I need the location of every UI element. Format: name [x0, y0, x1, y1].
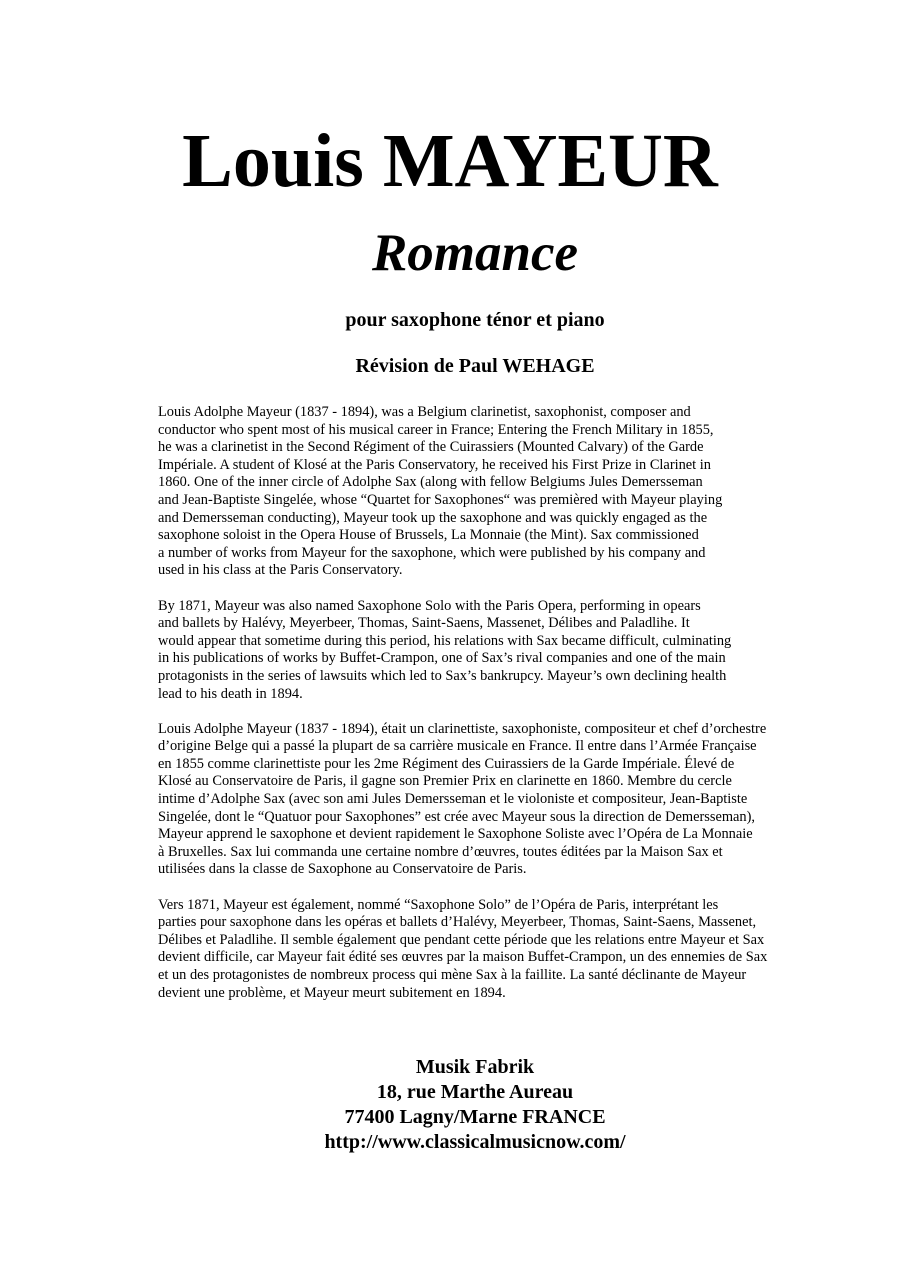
work-title: Romance: [371, 224, 579, 282]
publisher-city: 77400 Lagny/Marne FRANCE: [344, 1106, 606, 1128]
biography-text: [158, 404, 818, 1020]
biography-paragraph-en-2: By 1871, Mayeur was also named Saxophone Solo with the Paris Opera, performing in opears and ballets by Halévy, Meyerbeer, Thomas, Saint-Saens, Massenet, Délibes and Paladlihe. It would appear that sometime during this period, his relations with Sax became difficult, culminating in his publications of works by Buffet-Crampon, one of Sax’s rival companies and one of the main protagonists in the series of lawsuits which led to Sax’s bankrupcy. Mayeur’s own declining health lead to his death in 1894.: [158, 597, 732, 702]
biography-paragraph-fr-2: Vers 1871, Mayeur est également, nommé “Saxophone Solo” de l’Opéra de Paris, interprétant les parties pour saxophone dans les opéras et ballets d’Halévy, Meyerbeer, Thomas, Saint-Saens, Massenet, Délibes et Paladlihe. Il semble également que pendant cette période que les relations entre Mayeur et Sax devient difficile, car Mayeur fait édité ses œuvres par la maison Buffet-Crampon, un des ennemies de Sax et un des protagonistes de nombreux process qui mène Sax à la faillite. La santé déclinante de Mayeur devient une problème, et Mayeur meurt subitement en 1894.: [158, 896, 768, 1001]
revision-credit: Révision de Paul WEHAGE: [355, 355, 595, 377]
biography-paragraph-fr-1: Louis Adolphe Mayeur (1837 - 1894), était un clarinettiste, saxophoniste, compositeur et chef d’orchestre d’origine Belge qui a passé la plupart de sa carrière musicale en France. Il entre dans l’Armée Française en 1855 comme clarinettiste pour les 2me Régiment des Cuirassiers de la Garde Impériale. Élevé de Klosé au Conservatoire de Paris, il gagne son Premier Prix en clarinette en 1860. Membre du cercle intime d’Adolphe Sax (avec son ami Jules Demersseman et le violoniste et compositeur, Jean-Baptiste Singelée, dont le “Quatuor pour Saxophones” est crée avec Mayeur sous la direction de Demersseman), Mayeur apprend le saxophone et devient rapidement le Saxophone Soliste avec l’Opéra de La Monnaie à Bruxelles. Sax lui commanda une certaine nombre d’œuvres, toutes éditées par la Maison Sax et utilisées dans la classe de Saxophone au Conservatoire de Paris.: [158, 720, 767, 878]
publisher-street: 18, rue Marthe Aureau: [376, 1081, 574, 1103]
composer-name: Louis MAYEUR: [182, 119, 718, 203]
publisher-block: [0, 1055, 900, 1155]
publisher-name: Musik Fabrik: [415, 1056, 535, 1078]
instrumentation-subtitle: pour saxophone ténor et piano: [345, 309, 605, 331]
biography-paragraph-en-1: Louis Adolphe Mayeur (1837 - 1894), was a Belgium clarinetist, saxophonist, composer and conductor who spent most of his musical career in France; Entering the French Military in 1855, he was a clarinetist in the Second Régiment of the Cuirassiers (Mounted Calvary) of the Garde Impériale. A student of Klosé at the Paris Conservatory, he received his First Prize in Clarinet in 1860. One of the inner circle of Adolphe Sax (along with fellow Belgiums Jules Demersseman and Jean-Baptiste Singelée, whose “Quartet for Saxophones“ was premièred with Mayeur playing and Demersseman conducting), Mayeur took up the saxophone and was quickly engaged as the saxophone soloist in the Opera House of Brussels, La Monnaie (the Mint). Sax commissioned a number of works from Mayeur for the saxophone, which were published by his company and used in his class at the Paris Conservatory.: [158, 404, 723, 579]
publisher-url: http://www.classicalmusicnow.com/: [324, 1131, 626, 1153]
